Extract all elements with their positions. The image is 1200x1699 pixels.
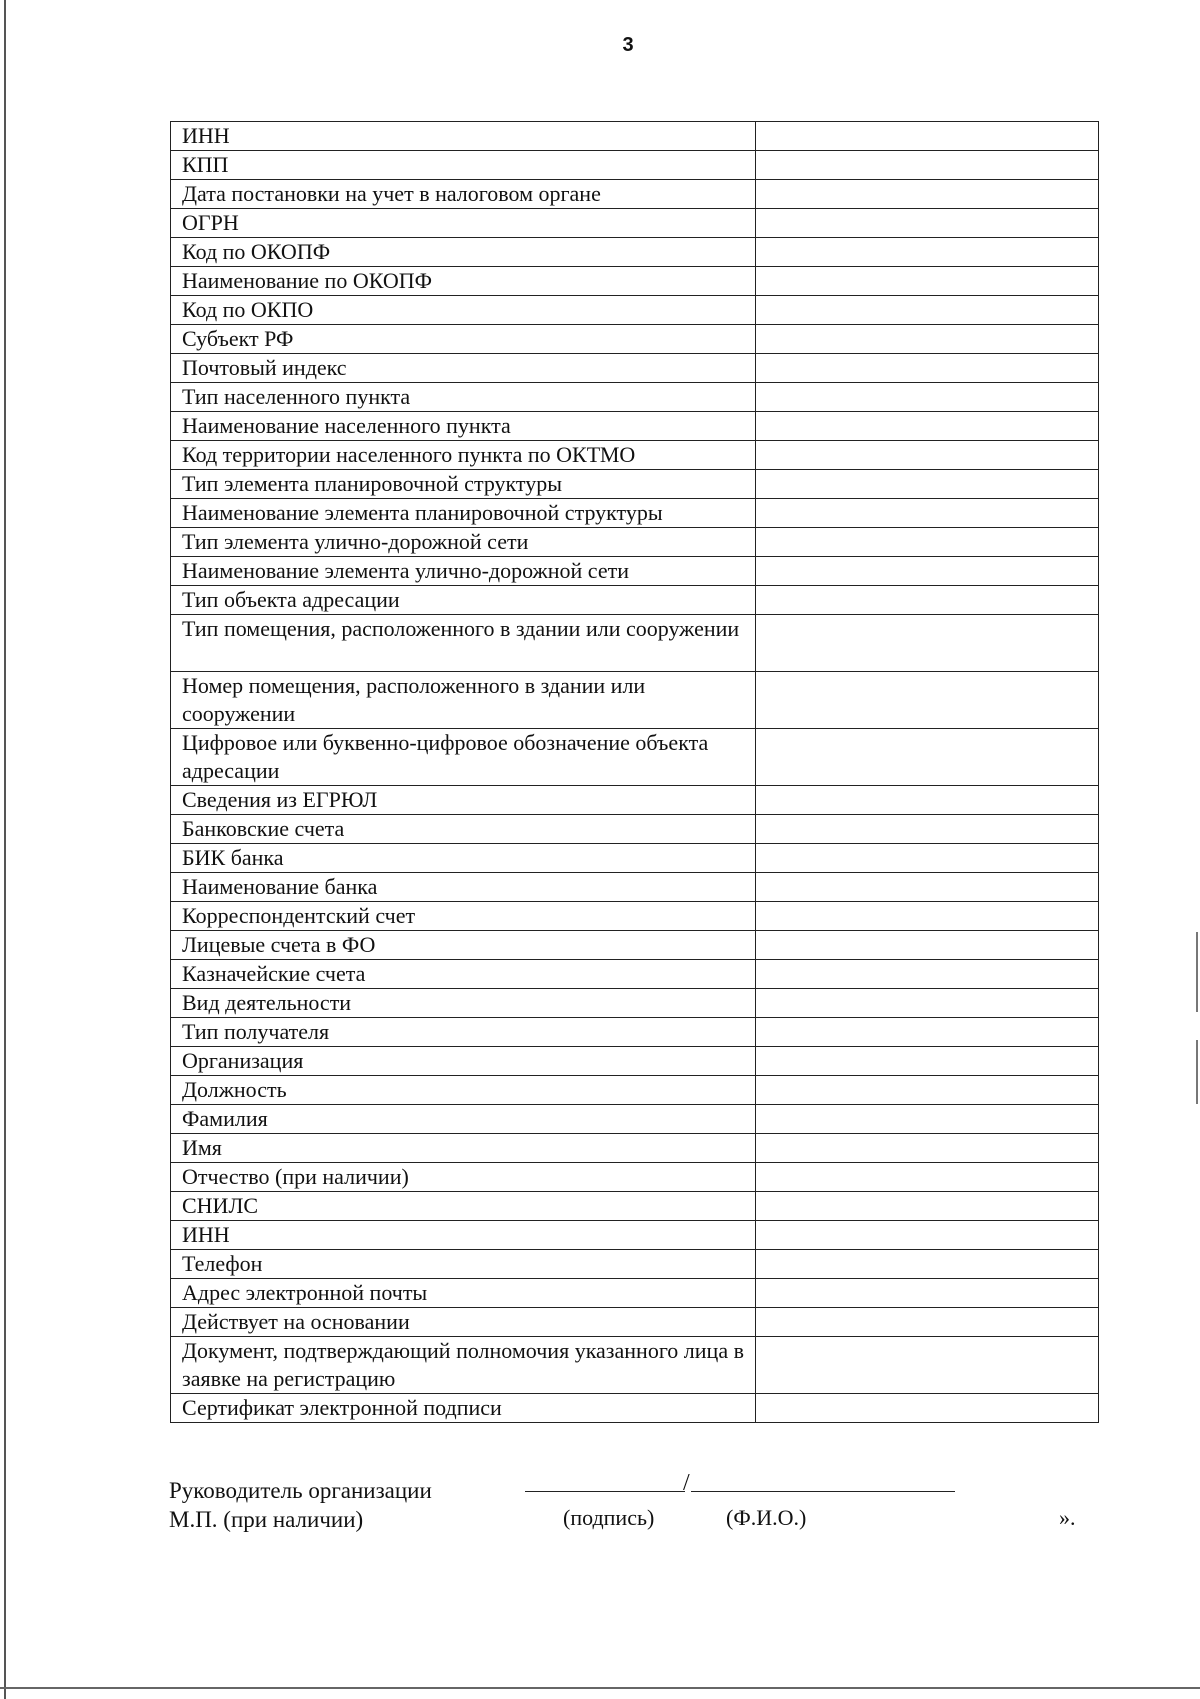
field-value-cell[interactable] [756,499,1099,528]
table-row [171,238,1099,267]
field-label: КПП [171,151,756,180]
field-value-cell[interactable] [756,902,1099,931]
field-label: БИК банка [171,844,756,873]
table-row [171,354,1099,383]
requisites-table [170,121,1099,1423]
field-value-cell[interactable] [756,354,1099,383]
table-row [171,470,1099,499]
field-label: Код по ОКОПФ [171,238,756,267]
field-label: Действует на основании [171,1308,756,1337]
field-value-cell[interactable] [756,528,1099,557]
field-value-cell[interactable] [756,296,1099,325]
field-value-cell[interactable] [756,1337,1099,1394]
seal-label: М.П. (при наличии) [169,1507,364,1532]
table-row [171,1047,1099,1076]
table-row [171,267,1099,296]
table-row [171,151,1099,180]
table-row [171,499,1099,528]
table-row [171,412,1099,441]
field-label: Номер помещения, расположенного в здании или сооружении [171,672,756,729]
field-label: Наименование по ОКОПФ [171,267,756,296]
table-row [171,1394,1099,1423]
page-number: 3 [622,34,634,56]
table-row [171,586,1099,615]
field-label: Адрес электронной почты [171,1279,756,1308]
field-value-cell[interactable] [756,989,1099,1018]
field-label: Тип объекта адресации [171,586,756,615]
table-row [171,1076,1099,1105]
field-value-cell[interactable] [756,1047,1099,1076]
field-label: Должность [171,1076,756,1105]
table-row [171,1279,1099,1308]
table-row [171,1018,1099,1047]
field-value-cell[interactable] [756,615,1099,672]
field-label: Дата постановки на учет в налоговом органе [171,180,756,209]
field-value-cell[interactable] [756,1279,1099,1308]
table-row [171,786,1099,815]
scan-edge-mark [1196,1040,1198,1104]
field-value-cell[interactable] [756,325,1099,354]
field-value-cell[interactable] [756,586,1099,615]
scan-edge-mark [1196,932,1198,1012]
closing-quote: ». [1059,1505,1076,1530]
table-row [171,180,1099,209]
field-label: Телефон [171,1250,756,1279]
field-label: Наименование банка [171,873,756,902]
table-row [171,989,1099,1018]
table-row [171,1337,1099,1394]
table-row [171,931,1099,960]
field-label: Лицевые счета в ФО [171,931,756,960]
field-value-cell[interactable] [756,1076,1099,1105]
field-label: Наименование элемента планировочной структуры [171,499,756,528]
field-label: Почтовый индекс [171,354,756,383]
field-label: Фамилия [171,1105,756,1134]
field-label: Имя [171,1134,756,1163]
field-label: СНИЛС [171,1192,756,1221]
field-value-cell[interactable] [756,960,1099,989]
field-label: Цифровое или буквенно-цифровое обозначение объекта адресации [171,729,756,786]
field-label: Наименование элемента улично-дорожной сети [171,557,756,586]
table-row [171,902,1099,931]
table-row [171,1134,1099,1163]
table-row [171,873,1099,902]
table-row [171,557,1099,586]
table-row [171,1221,1099,1250]
field-label: Документ, подтверждающий полномочия указанного лица в заявке на регистрацию [171,1337,756,1394]
field-value-cell[interactable] [756,122,1099,151]
field-value-cell[interactable] [756,151,1099,180]
field-label: Банковские счета [171,815,756,844]
field-value-cell[interactable] [756,180,1099,209]
field-label: Отчество (при наличии) [171,1163,756,1192]
field-label: ИНН [171,122,756,151]
field-value-cell[interactable] [756,1308,1099,1337]
field-label: Организация [171,1047,756,1076]
field-value-cell[interactable] [756,873,1099,902]
table-row [171,615,1099,672]
field-value-cell[interactable] [756,1394,1099,1423]
table-row [171,296,1099,325]
signature-labels [169,1476,432,1534]
field-value-cell[interactable] [756,267,1099,296]
field-value-cell[interactable] [756,786,1099,815]
table-row [171,122,1099,151]
field-label: Код по ОКПО [171,296,756,325]
field-value-cell[interactable] [756,815,1099,844]
table-row [171,383,1099,412]
field-value-cell[interactable] [756,209,1099,238]
field-label: Тип населенного пункта [171,383,756,412]
signature-separator: / [683,1470,690,1496]
field-label: Казначейские счета [171,960,756,989]
table-row [171,325,1099,354]
field-value-cell[interactable] [756,1192,1099,1221]
page-bottom-line [0,1687,1200,1689]
field-label: ИНН [171,1221,756,1250]
table-row [171,844,1099,873]
field-value-cell[interactable] [756,844,1099,873]
field-value-cell[interactable] [756,1134,1099,1163]
field-label: Тип элемента планировочной структуры [171,470,756,499]
field-value-cell[interactable] [756,412,1099,441]
table-row [171,1192,1099,1221]
table-row [171,1163,1099,1192]
table-row [171,441,1099,470]
field-label: Сведения из ЕГРЮЛ [171,786,756,815]
field-label: Тип элемента улично-дорожной сети [171,528,756,557]
field-value-cell[interactable] [756,729,1099,786]
field-label: Наименование населенного пункта [171,412,756,441]
table-row [171,960,1099,989]
table-row [171,209,1099,238]
field-value-cell[interactable] [756,1221,1099,1250]
field-label: Тип получателя [171,1018,756,1047]
requisites-table-body [171,122,1099,1423]
field-value-cell[interactable] [756,1018,1099,1047]
field-value-cell[interactable] [756,441,1099,470]
field-value-cell[interactable] [756,1250,1099,1279]
table-row [171,672,1099,729]
field-value-cell[interactable] [756,238,1099,267]
field-label: Сертификат электронной подписи [171,1394,756,1423]
page-edge-line [4,0,6,1699]
field-label: Корреспондентский счет [171,902,756,931]
full-name-caption: (Ф.И.О.) [726,1505,807,1530]
field-value-cell[interactable] [756,672,1099,729]
head-of-organization-label: Руководитель организации [169,1478,432,1503]
field-label: Тип помещения, расположенного в здании или сооружении [171,615,756,672]
field-value-cell[interactable] [756,931,1099,960]
field-value-cell[interactable] [756,470,1099,499]
field-label: Код территории населенного пункта по ОКТМО [171,441,756,470]
field-value-cell[interactable] [756,383,1099,412]
table-row [171,815,1099,844]
field-label: Субъект РФ [171,325,756,354]
field-label: ОГРН [171,209,756,238]
field-value-cell[interactable] [756,557,1099,586]
table-row [171,1250,1099,1279]
full-name-line[interactable] [691,1491,955,1492]
table-row [171,1105,1099,1134]
field-label: Вид деятельности [171,989,756,1018]
field-value-cell[interactable] [756,1163,1099,1192]
table-row [171,1308,1099,1337]
signature-caption: (подпись) [563,1505,655,1530]
table-row [171,729,1099,786]
field-value-cell[interactable] [756,1105,1099,1134]
signature-line[interactable] [525,1491,685,1492]
table-row [171,528,1099,557]
